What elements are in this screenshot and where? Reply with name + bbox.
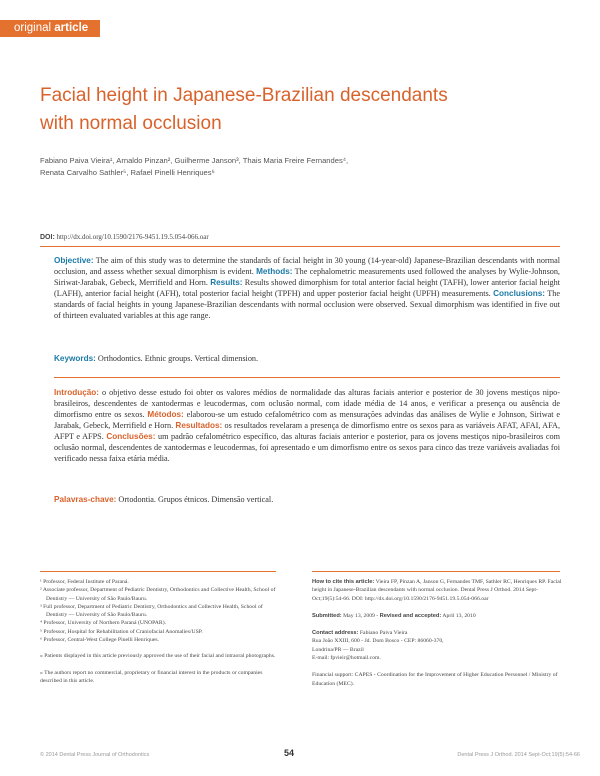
page-footer bbox=[0, 748, 600, 762]
results-text: Results showed dimorphism for total anterior facial height (TAFH), lower anterior facial height (LAFH), anterior facial height (AFH), total posterior facial height (TPFH) and upper posterior facial height (UPFH) measurements. bbox=[54, 278, 560, 298]
intro-label-pt: Introdução: bbox=[54, 388, 100, 397]
submitted-date: May 13, 2009 - bbox=[341, 612, 380, 619]
author-list bbox=[40, 155, 570, 179]
footnote-5: ⁵ Professor, Hospital for Rehabilitation of Craniofacial Anomalies/USP. bbox=[40, 628, 203, 635]
accepted-date: April 13, 2010 bbox=[441, 612, 476, 619]
contact-address: Rua João XXIII, 600 - Jd. Dom Bosco - CEP: 86060-370, bbox=[312, 638, 444, 645]
objective-label: Objective: bbox=[54, 256, 94, 265]
article-title bbox=[40, 82, 560, 138]
keywords-text-pt: Ortodontia. Grupos étnicos. Dimensão vertical. bbox=[116, 495, 274, 504]
doi-link[interactable]: http://dx.doi.org/10.1590/2176-9451.19.5.054-066.oar bbox=[54, 233, 209, 241]
article-type-banner bbox=[0, 20, 100, 37]
results-label: Results: bbox=[210, 278, 243, 287]
cite-block bbox=[312, 578, 562, 603]
cite-label: How to cite this article: bbox=[312, 579, 375, 585]
footnote-divider bbox=[312, 571, 560, 572]
keywords-label: Keywords: bbox=[54, 354, 96, 363]
footnote-1: ¹ Professor, Federal Institute of Paraná. bbox=[40, 579, 129, 585]
footer-journal: Dental Press J Orthod. 2014 Sept-Oct;19(5):54-66 bbox=[457, 752, 580, 758]
results-label-pt: Resultados: bbox=[175, 421, 223, 430]
section-divider bbox=[54, 377, 560, 378]
contact-city: Londrina/PR — Brazil bbox=[312, 646, 364, 653]
abstract-portuguese bbox=[54, 387, 560, 464]
title-line-1: Facial height in Japanese-Brazilian descendants bbox=[40, 85, 448, 106]
conclusions-text-pt: um padrão cefalométrico específico, das alturas faciais anterior e posterior, para os jovens mestiços nipo-brasileiros com oclusão normal, descendentes de xantodermas e leucodermas, foi apresentado e um dimorfismo entre os sexos para cinco das treze variáveis avaliadas foi verificado nessa faixa etária média. bbox=[54, 432, 560, 463]
keywords-portuguese bbox=[54, 495, 273, 504]
cite-text: Vieira FP, Pinzan A, Janson G, Fernandes TMF, Sathler RC, Henriques RP. Facial height in Japanese-Brazilian descendants with normal occlusion. Dental Press J Orthod. 2014 Sept-Oct;19(5):54-66. DOI: http://dx.doi.org/10.1590/2176-9451.19.5.054-066.oar bbox=[312, 579, 562, 602]
author-line-2: Renata Carvalho Sathler⁵, Rafael Pinelli Henriques⁶ bbox=[40, 168, 215, 177]
intro-text-pt: o objetivo desse estudo foi obter os valores médios de normalidade das alturas faciais anterior e posterior de 30 jovens mestiços nipo-brasileiros, descendentes de xantodermas e leucodermas, com oclusão normal, com idade média de 14 anos, e verificar a presença ou ausência de dimorfismo entre os sexos. bbox=[54, 388, 560, 419]
contact-label: Contact address: bbox=[312, 630, 359, 637]
note-patients: » Patients displayed in this article previously approved the use of their facial and intraoral photographs. bbox=[40, 653, 276, 660]
submitted-label: Submitted: bbox=[312, 612, 342, 619]
keywords-text: Orthodontics. Ethnic groups. Vertical dimension. bbox=[95, 354, 259, 363]
section-divider bbox=[40, 246, 560, 247]
author-line-1: Fabiano Paiva Vieira¹, Arnaldo Pinzan², Guilherme Janson³, Thais Maria Freire Fernandes⁴, bbox=[40, 156, 349, 165]
page-number: 54 bbox=[284, 748, 295, 758]
contact-block bbox=[312, 629, 562, 662]
methods-label-pt: Métodos: bbox=[147, 410, 184, 419]
methods-label: Methods: bbox=[256, 267, 293, 276]
keywords-label-pt: Palavras-chave: bbox=[54, 495, 117, 504]
funding-note: Financial support: CAPES - Coordination for the Improvement of Higher Education Personnel / Ministry of Education (MEC). bbox=[312, 672, 558, 687]
doi bbox=[40, 233, 209, 241]
footnote-divider bbox=[40, 571, 276, 572]
keywords-english bbox=[54, 354, 258, 363]
footer-copyright: © 2014 Dental Press Journal of Orthodontics bbox=[40, 752, 150, 758]
footnote-6: ⁶ Professor, Central-West College Pinelli Henriques. bbox=[40, 637, 159, 644]
doi-label: DOI: bbox=[40, 234, 55, 241]
article-info bbox=[312, 578, 562, 697]
results-text-pt: os resultados revelaram a presença de dimorfismo entre os sexos para as variáveis AFAT, AFAI, AFA, AFPT e AFPS. bbox=[54, 421, 560, 441]
conclusions-text: The standards of facial heights in young Japanese-Brazilian descendants with normal occlusion were observed. Sexual dimorphism was identified in five out of thirteen evaluated variables at this age range. bbox=[54, 289, 560, 320]
footnote-2: ² Associate professor, Department of Pediatric Dentistry, Orthodontics and Collective Health, School of Dentistry — University of São Paulo/Bauru. bbox=[40, 587, 276, 602]
conclusions-label: Conclusions: bbox=[493, 289, 545, 298]
dates-block bbox=[312, 612, 562, 620]
methods-text-pt: elaborou-se um estudo cefalométrico com as mensurações advindas das análises de Wylie e Johnson, Siriwat e Jarabak, Gebeck, Merrifield e Horn. bbox=[54, 410, 561, 430]
footnote-3: ³ Full professor, Department of Pediatric Dentistry, Orthodontics and Collective Health, School of Dentistry — University of São Paulo/Bauru. bbox=[40, 603, 263, 619]
banner-prefix: original bbox=[14, 22, 55, 34]
contact-name: Fabiano Paiva Vieira bbox=[358, 630, 408, 637]
banner-bold: article bbox=[54, 22, 89, 34]
methods-text: The cephalometric measurements used followed the analyses by Wylie-Johnson, Siriwat-Jarabak, Gebeck, Merrifield and Horn. bbox=[54, 267, 560, 287]
abstract-english bbox=[54, 255, 560, 321]
affiliation-footnotes bbox=[40, 578, 285, 693]
objective-text: The aim of this study was to determine the standards of facial height in 30 young (14-year-old) Japanese-Brazilian descendants with normal occlusion, and assess whether sexual dimorphism is evident. bbox=[54, 256, 560, 276]
contact-email[interactable]: E-mail: fpvieir@hotmail.com. bbox=[312, 655, 381, 662]
footnote-4: ⁴ Professor, University of Northern Paraná (UNOPAR). bbox=[40, 620, 167, 627]
title-line-2: with normal occlusion bbox=[40, 113, 222, 134]
conclusions-label-pt: Conclusões: bbox=[106, 432, 156, 441]
accepted-label: Revised and accepted: bbox=[379, 612, 442, 619]
note-authors: » The authors report no commercial, proprietary or financial interest in the products or companies described in this article. bbox=[40, 669, 263, 684]
